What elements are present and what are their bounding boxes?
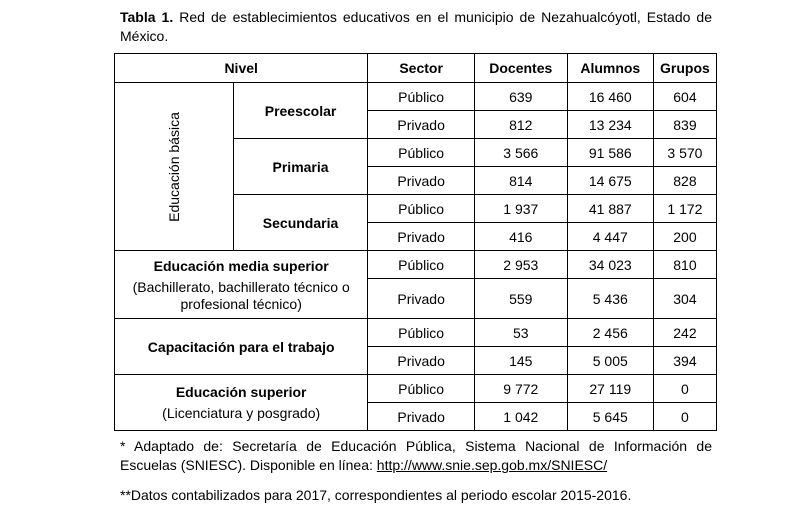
sector-cell: Público: [368, 139, 475, 167]
source-footnote: [120, 437, 712, 475]
header-docentes: Docentes: [474, 54, 567, 83]
docentes-cell: 559: [474, 279, 567, 319]
basica-label: Educación básica: [165, 111, 182, 222]
media-superior-sub: (Bachillerato, bachillerato técnico o profesional técnico): [132, 278, 350, 312]
alumnos-cell: 13 234: [567, 111, 653, 139]
source-link[interactable]: http://www.snie.sep.gob.mx/SNIESC/: [376, 457, 608, 473]
grupos-cell: 242: [653, 319, 716, 347]
basica-group-cell: [115, 83, 234, 251]
table-row: [115, 319, 717, 347]
docentes-cell: 1 937: [474, 195, 567, 223]
header-row: [115, 54, 717, 83]
alumnos-cell: 2 456: [567, 319, 653, 347]
docentes-cell: 2 953: [474, 251, 567, 279]
header-grupos: Grupos: [653, 54, 716, 83]
sector-cell: Público: [368, 251, 475, 279]
docentes-cell: 814: [474, 167, 567, 195]
alumnos-cell: 14 675: [567, 167, 653, 195]
table-caption: [120, 8, 712, 46]
table-row: [115, 251, 717, 279]
header-nivel: Nivel: [115, 54, 368, 83]
alumnos-cell: 34 023: [567, 251, 653, 279]
header-alumnos: Alumnos: [567, 54, 653, 83]
grupos-cell: 604: [653, 83, 716, 111]
media-superior-cell: [115, 251, 368, 319]
docentes-cell: 53: [474, 319, 567, 347]
sector-cell: Privado: [368, 403, 475, 431]
grupos-cell: 0: [653, 375, 716, 403]
grupos-cell: 0: [653, 403, 716, 431]
superior-sub: (Licenciatura y posgrado): [162, 405, 321, 421]
grupos-cell: 828: [653, 167, 716, 195]
sector-cell: Privado: [368, 279, 475, 319]
caption-label: Tabla 1.: [120, 9, 174, 25]
docentes-cell: 145: [474, 347, 567, 375]
sector-cell: Privado: [368, 223, 475, 251]
grupos-cell: 200: [653, 223, 716, 251]
sector-cell: Privado: [368, 167, 475, 195]
preescolar-label: Preescolar: [233, 83, 368, 139]
grupos-cell: 304: [653, 279, 716, 319]
alumnos-cell: 91 586: [567, 139, 653, 167]
alumnos-cell: 41 887: [567, 195, 653, 223]
sector-cell: Privado: [368, 347, 475, 375]
sector-cell: Público: [368, 375, 475, 403]
capacitacion-label: Capacitación para el trabajo: [115, 319, 368, 375]
docentes-cell: 1 042: [474, 403, 567, 431]
grupos-cell: 839: [653, 111, 716, 139]
docentes-cell: 812: [474, 111, 567, 139]
grupos-cell: 394: [653, 347, 716, 375]
docentes-cell: 639: [474, 83, 567, 111]
sector-cell: Público: [368, 83, 475, 111]
establishments-table: [114, 53, 717, 431]
primaria-label: Primaria: [233, 139, 368, 195]
docentes-cell: 9 772: [474, 375, 567, 403]
superior-label: Educación superior: [175, 384, 307, 400]
alumnos-cell: 5 005: [567, 347, 653, 375]
table-row: [115, 375, 717, 403]
table-row: [115, 83, 717, 111]
sector-cell: Privado: [368, 111, 475, 139]
alumnos-cell: 16 460: [567, 83, 653, 111]
superior-cell: [115, 375, 368, 431]
data-note-footnote: **Datos contabilizados para 2017, correspondientes al periodo escolar 2015-2016.: [120, 487, 632, 503]
media-superior-label: Educación media superior: [153, 257, 329, 274]
docentes-cell: 416: [474, 223, 567, 251]
grupos-cell: 1 172: [653, 195, 716, 223]
alumnos-cell: 27 119: [567, 375, 653, 403]
alumnos-cell: 5 436: [567, 279, 653, 319]
sector-cell: Público: [368, 319, 475, 347]
docentes-cell: 3 566: [474, 139, 567, 167]
sector-cell: Público: [368, 195, 475, 223]
alumnos-cell: 5 645: [567, 403, 653, 431]
grupos-cell: 3 570: [653, 139, 716, 167]
grupos-cell: 810: [653, 251, 716, 279]
header-sector: Sector: [368, 54, 475, 83]
secundaria-label: Secundaria: [233, 195, 368, 251]
source-text: * Adaptado de: Secretaría de Educación Pública, Sistema Nacional de Información de Escuelas (SNIESC). Disponible en línea:: [120, 438, 712, 473]
alumnos-cell: 4 447: [567, 223, 653, 251]
caption-text: Red de establecimientos educativos en el municipio de Nezahualcóyotl, Estado de México.: [120, 9, 712, 44]
